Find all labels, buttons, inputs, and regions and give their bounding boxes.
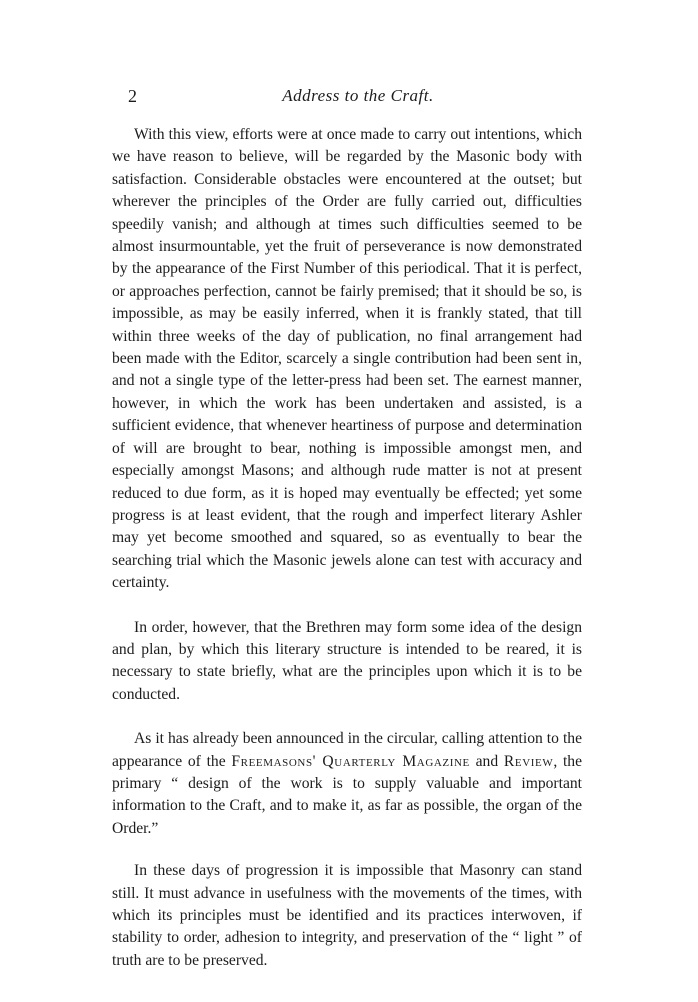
page-header [128, 86, 588, 110]
paragraph-3-text-and: and [469, 752, 504, 770]
body-text [112, 124, 582, 972]
paragraph-3-text-after: , the primary “ design of the work is to supply valuable and important information to the Craft, and to make it, as far as possible, the organ of the Order.” [112, 752, 582, 837]
paragraph-3 [112, 728, 582, 840]
page-number: 2 [128, 86, 137, 106]
paragraph-1: With this view, efforts were at once made to carry out intentions, which we have reason to believe, will be regarded by the Masonic body with satisfaction. Considerable obstacles were encountered at the outset; but wherever the principles of the Order are fully carried out, difficulties speedily vanish; and although at times such difficulties seemed to be almost insurmountable, yet the fruit of perseverance is now demonstrated by the appearance of the First Number of this periodical. That it is perfect, or approaches perfection, cannot be fairly premised; that it should be so, is impossible, as may be easily inferred, when it is frankly stated, that till within three weeks of the day of publication, no final arrangement had been made with the Editor, scarcely a single contribution had been sent in, and not a single type of the letter-press had been set. The earnest manner, however, in which the work has been undertaken and assisted, is a sufficient evidence, that whenever heartiness of purpose and determination of will are brought to bear, nothing is impossible amongst men, and especially amongst Masons; and although rude matter is not at present reduced to due form, as it is hoped may eventually be effected; yet some progress is at least evident, that the rough and imperfect literary Ashler may yet become smoothed and squared, so as eventually to bear the searching trial which the Masonic jewels alone can test with accuracy and certainty. [112, 126, 582, 592]
review-small-caps: Review [503, 752, 554, 770]
paragraph-2: In order, however, that the Brethren may form some idea of the design and plan, by which this literary structure is intended to be reared, it is necessary to state briefly, what are the principles upon which it is to be conducted. [112, 618, 582, 703]
paragraph-4: In these days of progression it is impossible that Masonry can stand still. It must advance in usefulness with the movements of the times, with which its principles must be identified and its practices interwoven, if stability to order, adhesion to integrity, and preservation of the “ light ” of truth are to be preserved. [112, 862, 582, 969]
running-title: Address to the Craft. [282, 86, 434, 105]
magazine-title-small-caps: Freemasons' Quarterly Magazine [231, 752, 470, 770]
paragraph-3-text-before: As it has already been announced in the circular, calling attention to the appearance of the [112, 730, 582, 770]
